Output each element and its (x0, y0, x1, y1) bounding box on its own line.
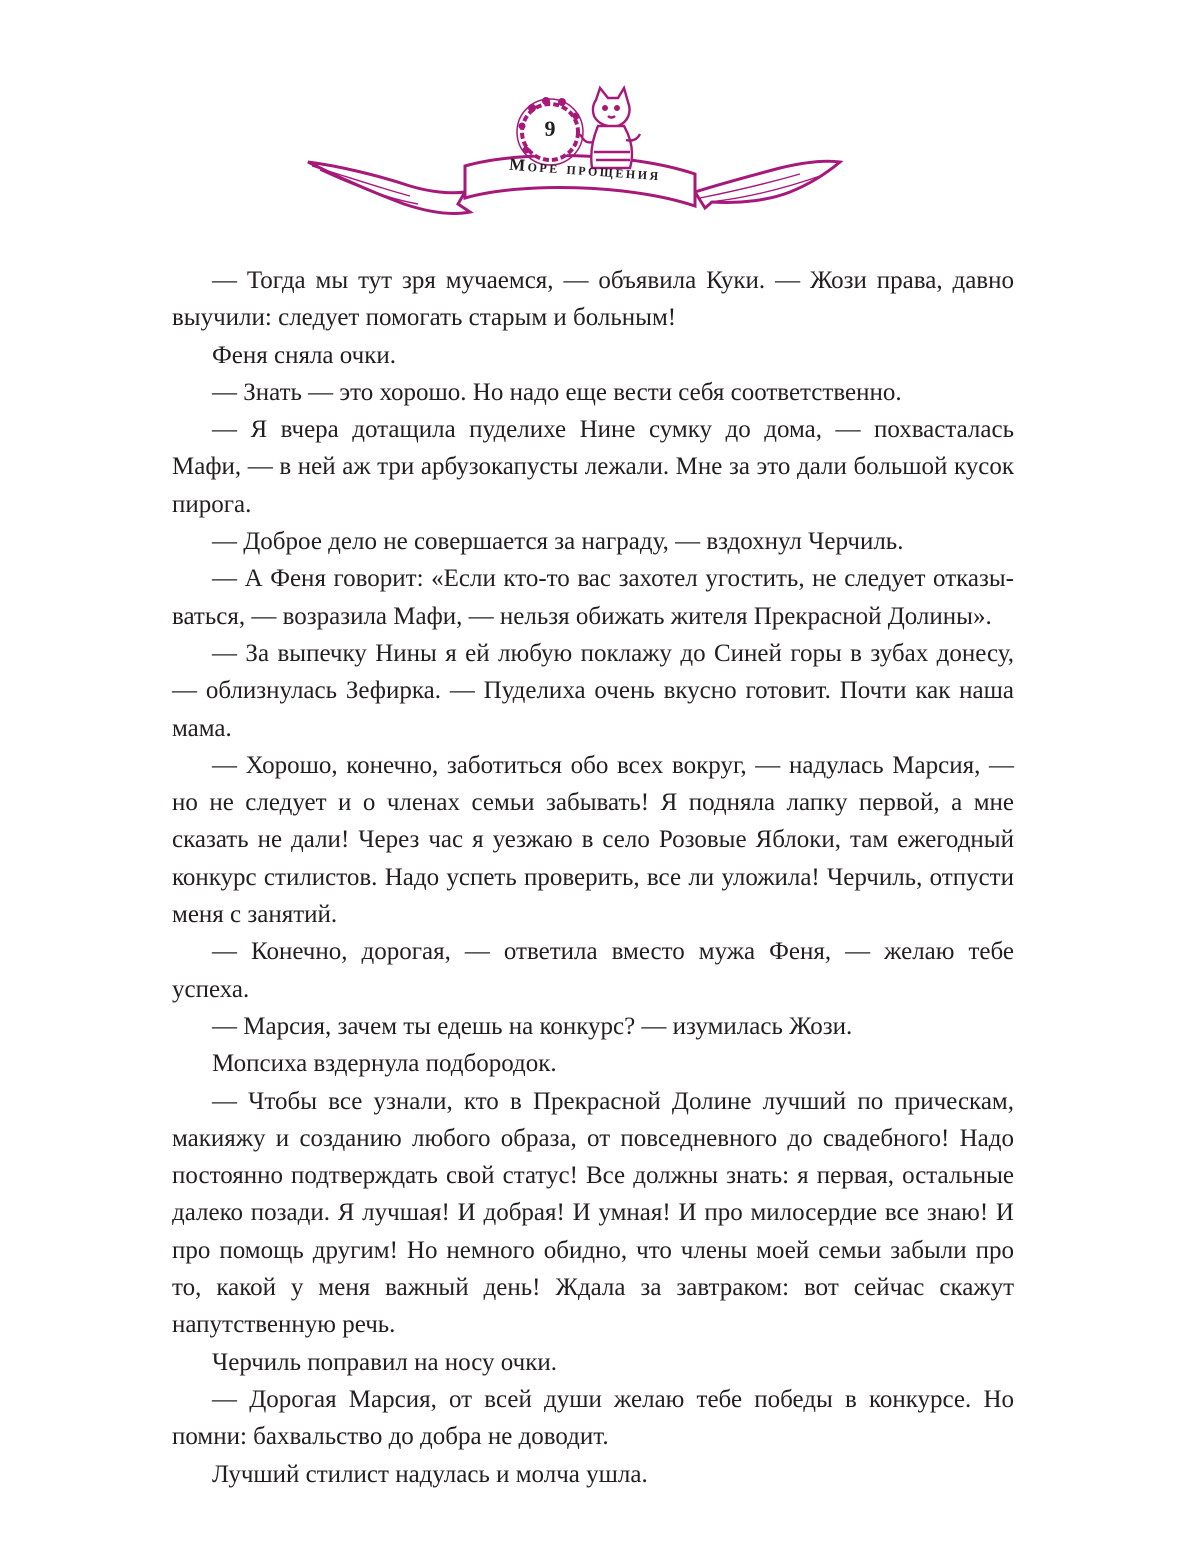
chapter-title: Море прощения (508, 154, 662, 185)
chapter-body (172, 262, 1014, 1493)
paragraph: — Я вчера дотащила пуделихе Нине сумку до дома, — похвасталась Мафи, — в ней аж три арбузокапусты лежали. Мне за это дали большой кусок пирога. (172, 416, 1014, 518)
paragraph: — Тогда мы тут зря мучаемся, — объявила Куки. — Жози права, давно выучили: следует помогать старым и больным! (172, 267, 1014, 332)
chapter-number: 9 (544, 116, 556, 141)
paragraph: — За выпечку Нины я ей любую поклажу до Синей горы в зубах донесу, — облизнулась Зефирка. — Пуделиха очень вкусно готовит. Почти как наша мама. (172, 639, 1014, 742)
paragraph: — Марсия, зачем ты едешь на конкурс? — изумилась Жози. (212, 1012, 853, 1040)
paragraph: — Чтобы все узнали, кто в Прекрасной Долине лучший по прическам, макияжу и созданию любого образа, от повседневного до свадебного! Надо постоянно подтверждать свой статус! Все должны знать: я первая, остальные далеко позади. Я лучшая! И добрая! И умная! И про милосердие все знаю! И про помощь другим! Но немного обидно, что члены моей семьи забыли про то, какой у меня важный день! Ждала за завтраком: вот сейчас скажут напутственную речь. (172, 1087, 1014, 1339)
paragraph: Черчиль поправил на носу очки. (212, 1348, 558, 1376)
chapter-banner (300, 80, 860, 230)
paragraph: Мопсиха вздернула подбородок. (212, 1050, 557, 1078)
paragraph: Лучший стилист надулась и молча ушла. (212, 1460, 648, 1488)
paragraph: — Конечно, дорогая, — ответила вместо мужа Феня, — желаю тебе успеха. (172, 938, 1014, 1003)
paragraph: Феня сняла очки. (212, 341, 396, 369)
paragraph: — Доброе дело не совершается за награду, — вздохнул Черчиль. (212, 528, 904, 556)
chapter-header (300, 80, 860, 230)
paragraph: — Дорогая Марсия, от всей души желаю тебе победы в конкурсе. Но помни: бахвальство до добра не доводит. (172, 1385, 1014, 1451)
paragraph: — Хорошо, конечно, заботиться обо всех вокруг, — надулась Марсия, — но не следует и о членах семьи забывать! Я подняла лапку первой, а мне сказать не дали! Через час я уезжаю в село Розовые Яблоки, там ежегодный конкурс стилистов. Надо успеть проверить, все ли уложила! Черчиль, отпусти меня с занятий. (172, 751, 1014, 929)
paragraph: — А Феня говорит: «Если кто-то вас захотел угостить, не следует отказываться, — возразила Мафи, — нельзя обижать жителя Прекрасной Долины». (172, 565, 1014, 630)
paragraph: — Знать — это хорошо. Но надо еще вести себя соответственно. (212, 378, 902, 406)
ribbon-left-tail (308, 162, 470, 214)
